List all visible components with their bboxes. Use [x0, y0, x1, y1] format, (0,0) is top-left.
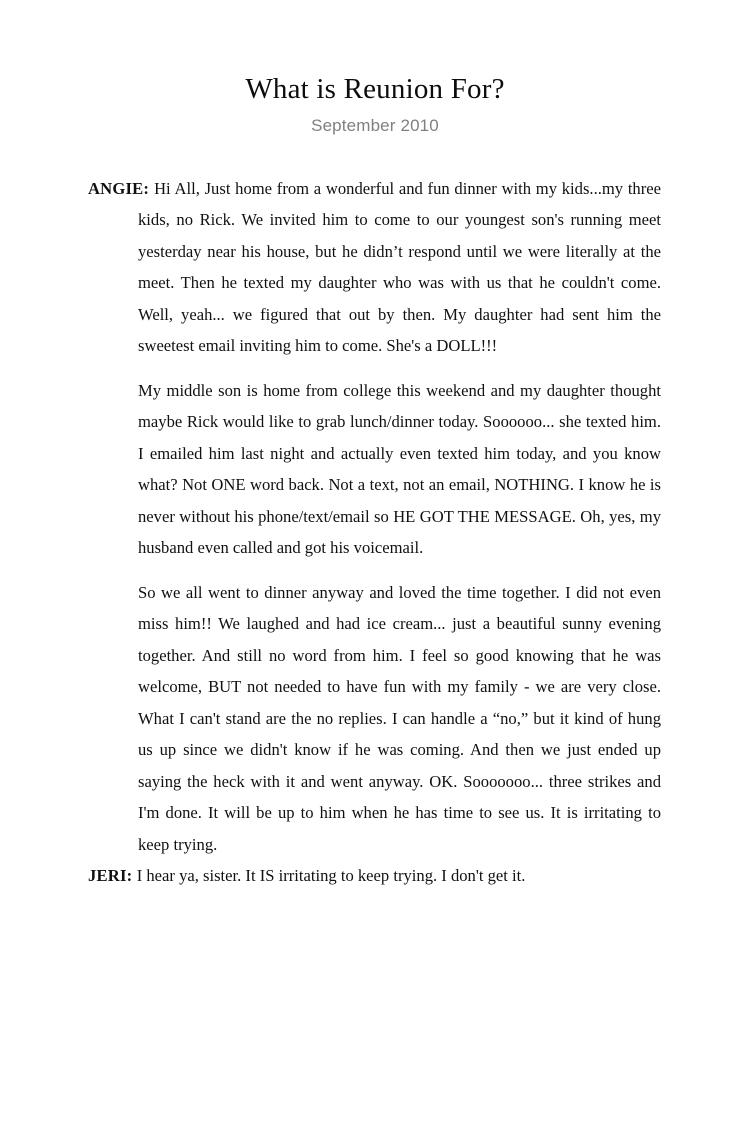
speaker-label-angie: ANGIE: — [88, 178, 155, 198]
speaker-paragraph-angie-3: So we all went to dinner anyway and loved the time together. I did not even miss him!! We laughed and had ice cream... just a beautiful sunny evening together. And still no word from him. I feel so good knowing that he was welcome, BUT not needed to have fun with my family - we are very close. What I can't stand are the no replies. I can handle a “no,” but it kind of hung us up since we didn't know if he was coming. And then we just ended up saying the heck with it and went anyway. OK. Sooooooo... three strikes and I'm done. It will be up to him when he has time to see us. It is irritating to keep trying. — [138, 582, 661, 854]
speaker-paragraph-text: I hear ya, sister. It IS irritating to keep trying. I don't get it. — [136, 866, 526, 886]
speaker-paragraph-angie-2: My middle son is home from college this weekend and my daughter thought maybe Rick would like to grab lunch/dinner today. Soooooo... she texted him. I emailed him last night and actually even texted him today, and you know what? Not ONE word back. Not a text, not an email, NOTHING. I know he is never without his phone/text/email so HE GOT THE MESSAGE. Oh, yes, my husband even called and got his voicemail. — [138, 380, 661, 558]
page-title: What is Reunion For? — [245, 73, 505, 105]
speaker-turn-angie — [88, 173, 661, 362]
body-text-block — [0, 173, 750, 892]
speaker-paragraph-text: Hi All, Just home from a wonderful and fun dinner with my kids...my three kids, no Rick. We invited him to come to our youngest son's running meet yesterday near his house, but he didn’t respond until we were literally at the meet. Then he texted my daughter who was with us that he couldn't come. Well, yeah... we figured that out by then. My daughter had sent him the sweetest email inviting him to come. She's a DOLL!!! — [138, 178, 661, 356]
speaker-turn-jeri — [88, 860, 661, 892]
title-block — [0, 0, 750, 137]
page-subtitle-date: September 2010 — [311, 116, 439, 136]
speaker-label-jeri: JERI: — [88, 866, 137, 886]
